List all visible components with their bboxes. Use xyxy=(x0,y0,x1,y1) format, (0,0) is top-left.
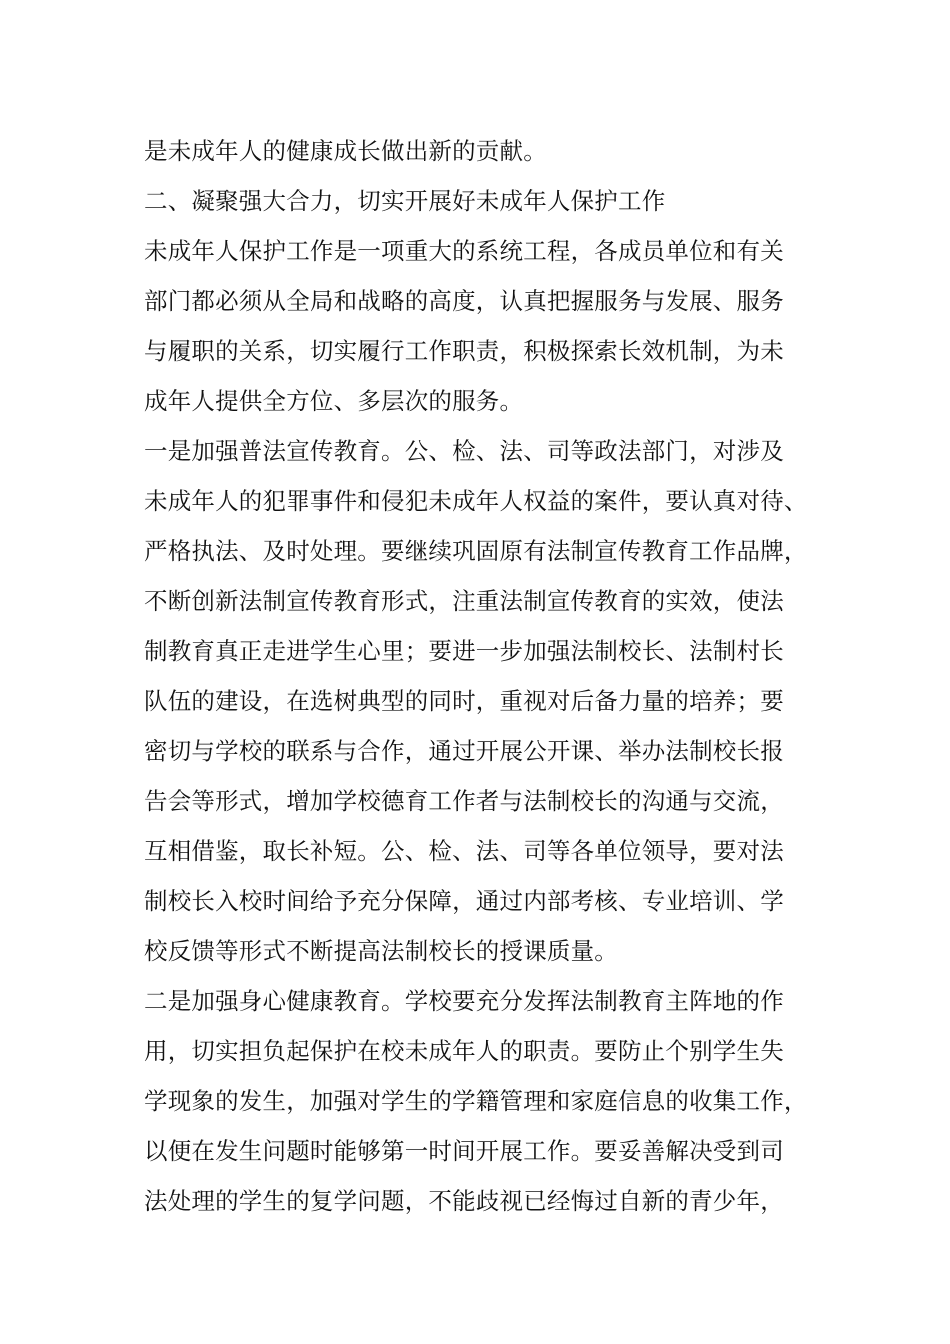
text-line: 队伍的建设，在选树典型的同时，重视对后备力量的培养；要 xyxy=(144,687,784,715)
text-line: 用，切实担负起保护在校未成年人的职责。要防止个别学生失 xyxy=(144,1037,784,1065)
text-line: 部门都必须从全局和战略的高度，认真把握服务与发展、服务 xyxy=(144,287,784,315)
text-line: 未成年人保护工作是一项重大的系统工程，各成员单位和有关 xyxy=(144,237,784,265)
text-line: 以便在发生问题时能够第一时间开展工作。要妥善解决受到司 xyxy=(144,1137,784,1165)
text-line: 制校长入校时间给予充分保障，通过内部考核、专业培训、学 xyxy=(144,887,784,915)
text-line: 成年人提供全方位、多层次的服务。 xyxy=(144,387,524,415)
text-line: 法处理的学生的复学问题，不能歧视已经悔过自新的青少年， xyxy=(144,1187,784,1215)
section-heading: 二、凝聚强大合力，切实开展好未成年人保护工作 xyxy=(144,187,666,215)
text-line: 互相借鉴，取长补短。公、检、法、司等各单位领导，要对法 xyxy=(144,837,784,865)
text-line: 严格执法、及时处理。要继续巩固原有法制宣传教育工作品牌， xyxy=(144,537,808,565)
text-line: 制教育真正走进学生心里；要进一步加强法制校长、法制村长 xyxy=(144,637,784,665)
document-body xyxy=(144,126,844,1226)
text-line: 密切与学校的联系与合作，通过开展公开课、举办法制校长报 xyxy=(144,737,784,765)
text-line: 是未成年人的健康成长做出新的贡献。 xyxy=(144,137,547,165)
text-line: 学现象的发生，加强对学生的学籍管理和家庭信息的收集工作， xyxy=(144,1087,808,1115)
text-line: 校反馈等形式不断提高法制校长的授课质量。 xyxy=(144,937,618,965)
text-line: 不断创新法制宣传教育形式，注重法制宣传教育的实效，使法 xyxy=(144,587,784,615)
text-line: 未成年人的犯罪事件和侵犯未成年人权益的案件，要认真对待、 xyxy=(144,487,808,515)
text-line: 二是加强身心健康教育。学校要充分发挥法制教育主阵地的作 xyxy=(144,987,784,1015)
text-line: 一是加强普法宣传教育。公、检、法、司等政法部门，对涉及 xyxy=(144,437,784,465)
text-line: 与履职的关系，切实履行工作职责，积极探索长效机制，为未 xyxy=(144,337,784,365)
text-line: 告会等形式，增加学校德育工作者与法制校长的沟通与交流， xyxy=(144,787,784,815)
